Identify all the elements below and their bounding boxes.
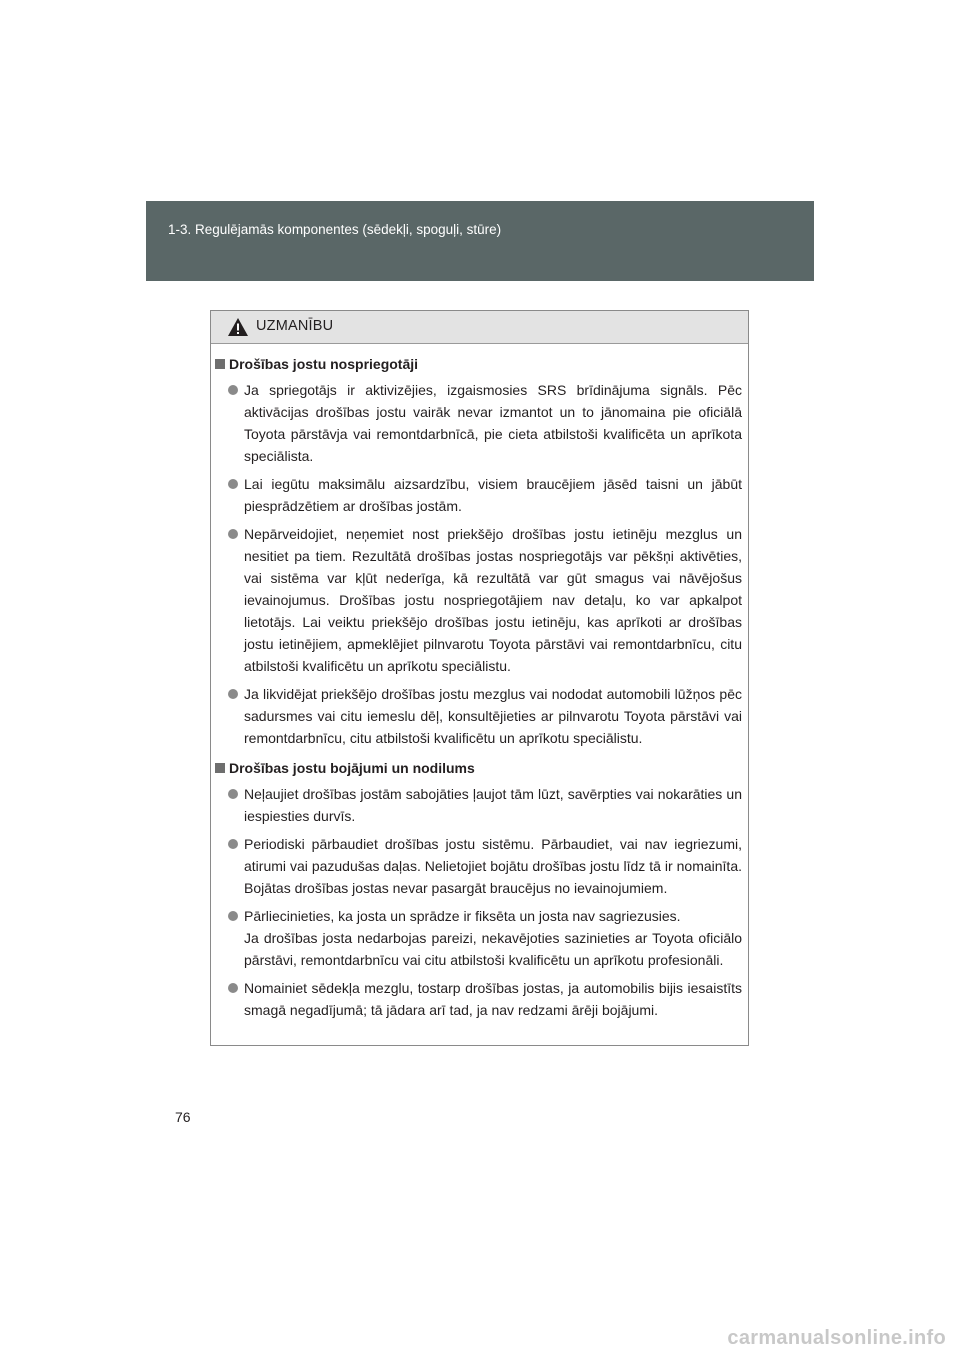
list-item	[214, 523, 742, 677]
list-item-text: Neļaujiet drošības jostām sabojāties ļaujot tām lūzt, savērpties vai nokarāties un iespiesties durvīs.	[244, 786, 742, 824]
list-item	[214, 379, 742, 467]
circle-bullet-icon	[228, 789, 238, 799]
section-title: 1-3. Regulējamās komponentes (sēdekļi, spoguļi, stūre)	[168, 222, 502, 237]
circle-bullet-icon	[228, 983, 238, 993]
caution-box	[210, 310, 749, 1046]
list-item-text: Periodiski pārbaudiet drošības jostu sistēmu. Pārbaudiet, vai nav iegriezumi, atirumi vai pazudušas daļas. Nelietojiet bojātu drošības jostu līdz tā ir nomainīta. Bojātas drošības jostas nevar pasargāt braucējus no ievainojumiem.	[244, 836, 742, 896]
list-item-continuation-text: Ja drošības josta nedarbojas pareizi, nekavējoties sazinieties ar Toyota oficiālo pārstāvi, remontdarbnīcu vai citu atbilstoši kvalificētu un aprīkotu profesionāli.	[244, 930, 742, 968]
caution-title: UZMANĪBU	[256, 318, 334, 334]
circle-bullet-icon	[228, 479, 238, 489]
list-item	[214, 905, 742, 971]
list-item	[214, 683, 742, 749]
watermark: carmanualsonline.info	[727, 1327, 946, 1349]
list-item-text: Nomainiet sēdekļa mezglu, tostarp drošības jostas, ja automobilis bijis iesaistīts smagā negadījumā; tā jādara arī tad, ja nav redzami ārēji bojājumi.	[244, 980, 742, 1018]
caution-body	[211, 344, 748, 1021]
list-item	[214, 783, 742, 827]
list-item	[214, 473, 742, 517]
warning-triangle-icon	[227, 317, 249, 337]
square-bullet-icon	[215, 763, 225, 773]
list-item-text: Ja likvidējat priekšējo drošības jostu mezglus vai nododat automobili lūžņos pēc sadursmes vai citu iemeslu dēļ, konsultējieties ar pilnvarotu Toyota pārstāvi vai remontdarbnīcu, citu atbilstoši kvalificētu un aprīkotu speciālistu.	[244, 686, 742, 746]
circle-bullet-icon	[228, 529, 238, 539]
page-number: 76	[175, 1109, 191, 1125]
list-item-text: Lai iegūtu maksimālu aizsardzību, visiem braucējiem jāsēd taisni un jābūt piesprādzētiem ar drošības jostām.	[244, 476, 742, 514]
section-heading-text: Drošības jostu bojājumi un nodilums	[229, 760, 475, 776]
square-bullet-icon	[215, 359, 225, 369]
section-heading-damage-wear	[214, 757, 742, 779]
circle-bullet-icon	[228, 689, 238, 699]
caution-header	[211, 311, 748, 344]
list-item-text: Nepārveidojiet, neņemiet nost priekšējo drošības jostu ietinēju mezglus un nesitiet pa tiem. Rezultātā drošības jostas nospriegotājs var pēkšņi aktivēties, vai sistēma var kļūt nederīga, kā rezultātā var gūt smagus vai nāvējošus ievainojumus. Drošības jostu nospriegotājiem nav detaļu, ko var apkalpot lietotājs. Lai veiktu priekšējo drošības jostu ietinēju, kas aprīkoti ar drošības jostu ietinējiem, apmeklējiet pilnvarotu Toyota pārstāvi vai remontdarbnīcu, citu atbilstoši kvalificētu un aprīkotu speciālistu.	[244, 526, 742, 674]
circle-bullet-icon	[228, 911, 238, 921]
list-item-text: Ja spriegotājs ir aktivizējies, izgaismosies SRS brīdinājuma signāls. Pēc aktivācijas drošības jostu vairāk nevar izmantot un to jānomaina pie oficiālā Toyota pārstāvja vai remontdarbnīcā, pie cieta atbilstoši kvalificēta un aprīkota speciālista.	[244, 382, 742, 464]
section-heading-text: Drošības jostu nospriegotāji	[229, 356, 419, 372]
list-item	[214, 977, 742, 1021]
list-item	[214, 833, 742, 899]
section-heading-pretensioners	[214, 353, 742, 375]
circle-bullet-icon	[228, 839, 238, 849]
circle-bullet-icon	[228, 385, 238, 395]
list-item-text: Pārliecinieties, ka josta un sprādze ir fiksēta un josta nav sagriezusies.	[244, 908, 681, 924]
section-header-band	[146, 201, 814, 281]
